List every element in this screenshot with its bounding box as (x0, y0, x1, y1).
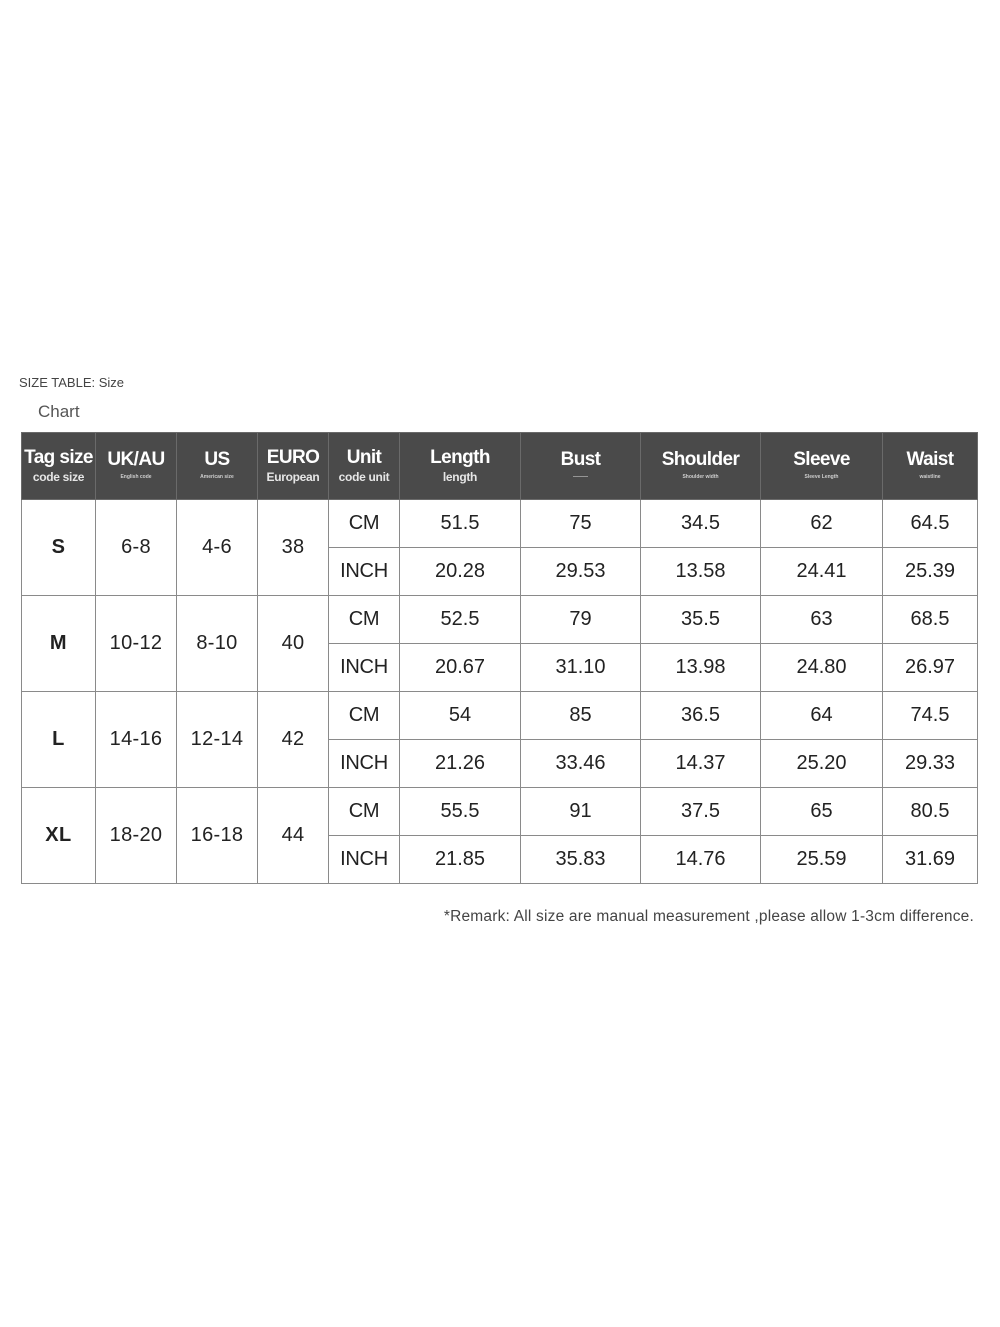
waist-cell: 31.69 (883, 836, 978, 884)
uk-size-cell: 10-12 (96, 596, 177, 692)
us-size-cell: 12-14 (177, 692, 258, 788)
table-row (22, 596, 978, 644)
table-row (22, 500, 978, 548)
waist-cell: 68.5 (883, 596, 978, 644)
unit-cell: INCH (329, 836, 400, 884)
table-row (22, 692, 978, 740)
uk-size-cell: 14-16 (96, 692, 177, 788)
shoulder-cell: 36.5 (641, 692, 761, 740)
unit-cell: CM (329, 788, 400, 836)
bust-cell: 91 (521, 788, 641, 836)
tag-size-cell: XL (22, 788, 96, 884)
shoulder-cell: 34.5 (641, 500, 761, 548)
length-cell: 21.85 (400, 836, 521, 884)
us-size-cell: 4-6 (177, 500, 258, 596)
header-shoulder: Shoulder Shoulder width (641, 433, 761, 500)
length-cell: 20.67 (400, 644, 521, 692)
remark-note: *Remark: All size are manual measurement ,please allow 1-3cm difference. (443, 908, 974, 925)
caption-subtitle: Chart (38, 402, 80, 421)
unit-cell: INCH (329, 644, 400, 692)
tag-size-cell: S (22, 500, 96, 596)
header-bust: Bust ——— (521, 433, 641, 500)
bust-cell: 31.10 (521, 644, 641, 692)
sleeve-cell: 24.80 (761, 644, 883, 692)
sleeve-cell: 25.59 (761, 836, 883, 884)
unit-cell: CM (329, 500, 400, 548)
bust-cell: 79 (521, 596, 641, 644)
header-uk-au: UK/AU English code (96, 433, 177, 500)
shoulder-cell: 35.5 (641, 596, 761, 644)
shoulder-cell: 37.5 (641, 788, 761, 836)
header-sleeve: Sleeve Sleeve Length (761, 433, 883, 500)
table-row (22, 788, 978, 836)
sleeve-cell: 65 (761, 788, 883, 836)
shoulder-cell: 14.76 (641, 836, 761, 884)
bust-cell: 75 (521, 500, 641, 548)
uk-size-cell: 6-8 (96, 500, 177, 596)
bust-cell: 85 (521, 692, 641, 740)
caption-title: SIZE TABLE: Size (19, 375, 125, 390)
unit-cell: INCH (329, 740, 400, 788)
waist-cell: 74.5 (883, 692, 978, 740)
shoulder-cell: 14.37 (641, 740, 761, 788)
sleeve-cell: 25.20 (761, 740, 883, 788)
length-cell: 20.28 (400, 548, 521, 596)
sleeve-cell: 64 (761, 692, 883, 740)
header-unit: Unit code unit (329, 433, 400, 500)
unit-cell: CM (329, 692, 400, 740)
length-cell: 52.5 (400, 596, 521, 644)
waist-cell: 26.97 (883, 644, 978, 692)
sleeve-cell: 63 (761, 596, 883, 644)
header-waist: Waist waistline (883, 433, 978, 500)
header-row (22, 433, 978, 500)
shoulder-cell: 13.98 (641, 644, 761, 692)
header-tag-size: Tag size code size (22, 433, 96, 500)
unit-cell: INCH (329, 548, 400, 596)
waist-cell: 64.5 (883, 500, 978, 548)
waist-cell: 80.5 (883, 788, 978, 836)
sleeve-cell: 24.41 (761, 548, 883, 596)
header-euro: EURO European (258, 433, 329, 500)
length-cell: 55.5 (400, 788, 521, 836)
bust-cell: 33.46 (521, 740, 641, 788)
euro-size-cell: 42 (258, 692, 329, 788)
sleeve-cell: 62 (761, 500, 883, 548)
euro-size-cell: 40 (258, 596, 329, 692)
length-cell: 51.5 (400, 500, 521, 548)
length-cell: 54 (400, 692, 521, 740)
uk-size-cell: 18-20 (96, 788, 177, 884)
euro-size-cell: 44 (258, 788, 329, 884)
waist-cell: 25.39 (883, 548, 978, 596)
shoulder-cell: 13.58 (641, 548, 761, 596)
unit-cell: CM (329, 596, 400, 644)
us-size-cell: 16-18 (177, 788, 258, 884)
us-size-cell: 8-10 (177, 596, 258, 692)
bust-cell: 35.83 (521, 836, 641, 884)
size-table (21, 432, 978, 884)
tag-size-cell: L (22, 692, 96, 788)
length-cell: 21.26 (400, 740, 521, 788)
waist-cell: 29.33 (883, 740, 978, 788)
header-us: US American size (177, 433, 258, 500)
tag-size-cell: M (22, 596, 96, 692)
bust-cell: 29.53 (521, 548, 641, 596)
header-length: Length length (400, 433, 521, 500)
euro-size-cell: 38 (258, 500, 329, 596)
